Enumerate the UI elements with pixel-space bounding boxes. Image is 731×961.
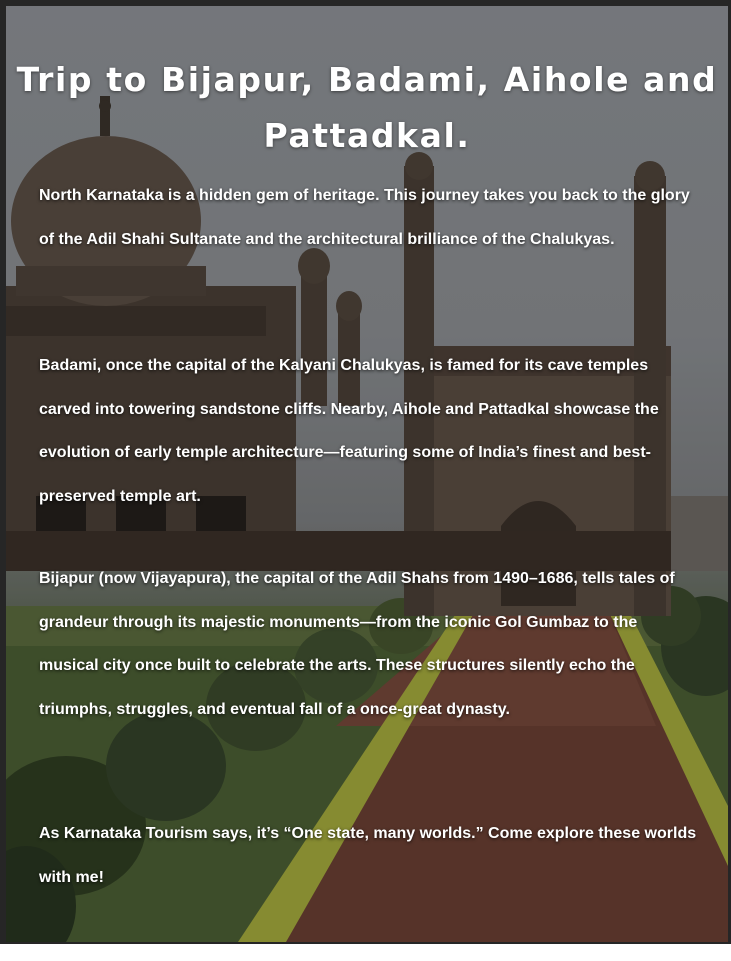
page-title: Trip to Bijapur, Badami, Aihole and Pattadkal.: [16, 60, 718, 155]
bottom-strip: [0, 944, 731, 961]
poster: [6, 6, 728, 942]
paragraph-intro: North Karnataka is a hidden gem of heritage. This journey takes you back to the glory of the Adil Shahi Sultanate and the architectural brilliance of the Chalukyas.: [39, 187, 690, 248]
paragraph-bijapur: Bijapur (now Vijayapura), the capital of the Adil Shahs from 1490–1686, tells tales of grandeur through its majestic monuments—from the iconic Gol Gumbaz to the musical city once built to celebrate the arts. These structures silently echo the triumphs, struggles, and eventual fall of a once-great dynasty.: [39, 570, 675, 718]
paragraph-badami: Badami, once the capital of the Kalyani Chalukyas, is famed for its cave temples carved into towering sandstone cliffs. Nearby, Aihole and Pattadkal showcase the evolution of early temple architecture—featuring some of India’s finest and best-preserved temple art.: [39, 357, 659, 505]
paragraph-closing: As Karnataka Tourism says, it’s “One state, many worlds.” Come explore these worlds with me!: [39, 825, 697, 886]
